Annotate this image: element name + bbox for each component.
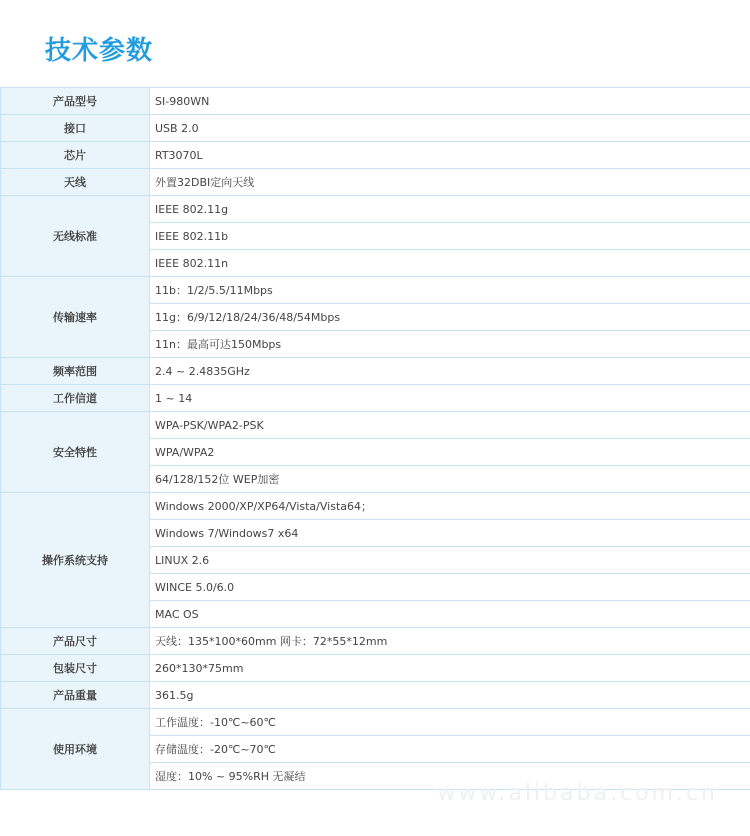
- spec-value: WINCE 5.0/6.0: [150, 574, 750, 601]
- spec-value: WPA-PSK/WPA2-PSK: [150, 412, 750, 439]
- spec-label: 芯片: [1, 142, 150, 169]
- spec-value: Windows 7/Windows7 x64: [150, 520, 750, 547]
- spec-value: MAC OS: [150, 601, 750, 628]
- spec-value: RT3070L: [150, 142, 750, 169]
- spec-row-interface: [1, 115, 750, 142]
- spec-label: 传输速率: [1, 277, 150, 358]
- spec-value: 2.4 ~ 2.4835GHz: [150, 358, 750, 385]
- spec-row-chip: [1, 142, 750, 169]
- page-title: 技术参数: [45, 36, 154, 66]
- spec-value: LINUX 2.6: [150, 547, 750, 574]
- spec-label: 操作系统支持: [1, 493, 150, 628]
- spec-value: IEEE 802.11g: [150, 196, 750, 223]
- spec-label: 接口: [1, 115, 150, 142]
- spec-label: 产品型号: [1, 88, 150, 115]
- spec-label: 安全特性: [1, 412, 150, 493]
- spec-value: SI-980WN: [150, 88, 750, 115]
- spec-row-os: [1, 493, 750, 520]
- spec-label: 天线: [1, 169, 150, 196]
- spec-value: 11b：1/2/5.5/11Mbps: [150, 277, 750, 304]
- spec-value: IEEE 802.11n: [150, 250, 750, 277]
- spec-row-wireless-standard: [1, 196, 750, 223]
- spec-value: USB 2.0: [150, 115, 750, 142]
- spec-value: 361.5g: [150, 682, 750, 709]
- spec-row-rate: [1, 277, 750, 304]
- spec-label: 无线标准: [1, 196, 150, 277]
- spec-value: 1 ~ 14: [150, 385, 750, 412]
- spec-value: Windows 2000/XP/XP64/Vista/Vista64；: [150, 493, 750, 520]
- spec-value: IEEE 802.11b: [150, 223, 750, 250]
- spec-label: 频率范围: [1, 358, 150, 385]
- spec-label: 包装尺寸: [1, 655, 150, 682]
- spec-label: 产品重量: [1, 682, 150, 709]
- spec-value: 天线：135*100*60mm 网卡：72*55*12mm: [150, 628, 750, 655]
- spec-row-channel: [1, 385, 750, 412]
- spec-value: WPA/WPA2: [150, 439, 750, 466]
- spec-label: 使用环境: [1, 709, 150, 790]
- watermark: www.alibaba.com.cn: [437, 781, 718, 806]
- spec-row-security: [1, 412, 750, 439]
- spec-row-antenna: [1, 169, 750, 196]
- spec-row-model: [1, 88, 750, 115]
- spec-row-product-size: [1, 628, 750, 655]
- spec-label: 产品尺寸: [1, 628, 150, 655]
- spec-row-weight: [1, 682, 750, 709]
- spec-value: 64/128/152位 WEP加密: [150, 466, 750, 493]
- spec-value: 11g：6/9/12/18/24/36/48/54Mbps: [150, 304, 750, 331]
- spec-row-package-size: [1, 655, 750, 682]
- spec-row-frequency: [1, 358, 750, 385]
- spec-table: [0, 87, 750, 790]
- spec-label: 工作信道: [1, 385, 150, 412]
- spec-value: 工作温度：-10℃~60℃: [150, 709, 750, 736]
- spec-value: 湿度：10% ~ 95%RH 无凝结: [150, 763, 750, 790]
- spec-value: 11n：最高可达150Mbps: [150, 331, 750, 358]
- spec-value: 外置32DBI定向天线: [150, 169, 750, 196]
- spec-value: 260*130*75mm: [150, 655, 750, 682]
- spec-value: 存储温度：-20℃~70℃: [150, 736, 750, 763]
- spec-row-environment: [1, 709, 750, 736]
